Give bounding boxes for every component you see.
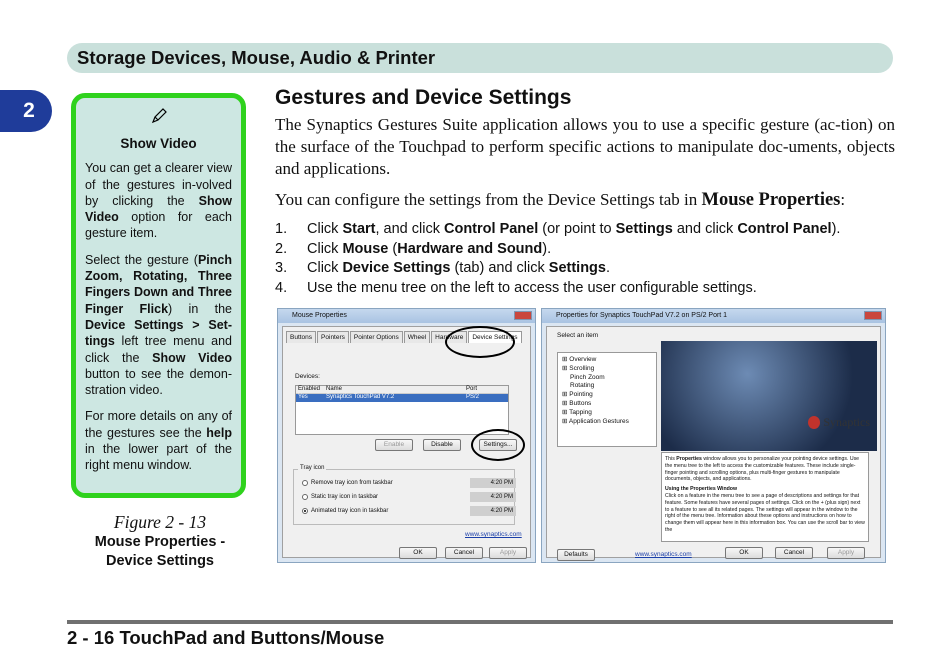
tab-wheel[interactable]: Wheel <box>404 331 430 343</box>
footer-rule <box>67 620 893 624</box>
tab-buttons[interactable]: Buttons <box>286 331 316 343</box>
figure-title-line2: Device Settings <box>106 553 214 569</box>
highlight-circle-settings <box>471 429 525 461</box>
synaptics-logo-icon <box>808 416 820 429</box>
cancel-button[interactable]: Cancel <box>775 547 813 559</box>
figure-number: Figure 2 - 13 <box>113 512 207 532</box>
synaptics-link[interactable]: www.synaptics.com <box>635 551 692 558</box>
enable-button[interactable]: Enable <box>375 439 413 451</box>
note-box <box>71 93 246 498</box>
footer-text: 2 - 16 TouchPad and Buttons/Mouse <box>67 627 385 648</box>
close-icon[interactable] <box>864 311 882 320</box>
tree-item[interactable]: ⊞ Tapping <box>562 408 592 416</box>
step-item: 2. Click Mouse (Hardware and Sound). <box>275 240 552 257</box>
synaptics-logo: Synaptics <box>808 415 870 430</box>
synaptics-link[interactable]: www.synaptics.com <box>465 531 522 538</box>
touchpad-photo <box>661 341 877 451</box>
tray-option-remove[interactable]: Remove tray icon from taskbar <box>302 480 393 486</box>
titlebar <box>278 309 535 323</box>
disable-button[interactable]: Disable <box>423 439 461 451</box>
header-bar <box>67 43 893 73</box>
devices-list[interactable] <box>295 385 509 435</box>
tree-item[interactable]: Pinch Zoom <box>570 373 605 381</box>
tab-hardware[interactable]: Hardware <box>431 331 467 343</box>
tab-device-settings[interactable]: Device Settings <box>468 331 521 343</box>
device-row[interactable]: Yes Synaptics TouchPad V7.2 PS/2 <box>296 394 508 402</box>
steps-list <box>275 220 895 298</box>
configure-paragraph: You can configure the settings from the Device Settings tab in Mouse Properties: <box>275 190 846 210</box>
chapter-tab: 2 <box>0 90 52 132</box>
settings-button[interactable]: Settings... <box>479 439 517 451</box>
section-title: Gestures and Device Settings <box>275 86 572 109</box>
note-paragraph-2: Select the gesture (Pinch Zoom, Rotating, Three Fingers Down and Three Finger Flick) in the Device Settings > Set-tings left tree menu and click the Show Video button to see the demon-stration video. <box>85 252 232 398</box>
window-title: Properties for Synaptics TouchPad V7.2 on PS/2 Port 1 <box>556 312 728 319</box>
intro-paragraph: The Synaptics Gestures Suite application allows you to use a specific gesture (ac-tion) on the surface of the Touchpad to perform specific actions to manipulate doc-uments, objects and applications. <box>275 115 895 178</box>
tray-icon-group: Tray icon Remove tray icon from taskbar Static tray icon in taskbar Animated tray icon in taskbar 4:20 PM 4:20 PM 4:20 PM <box>293 469 515 525</box>
tree-item[interactable]: ⊞ Application Gestures <box>562 417 629 425</box>
tray-option-animated[interactable]: Animated tray icon in taskbar <box>302 508 388 514</box>
tray-option-static[interactable]: Static tray icon in taskbar <box>302 494 378 500</box>
devices-header: Enabled Name Port <box>296 386 508 394</box>
tab-pointers[interactable]: Pointers <box>317 331 349 343</box>
defaults-button[interactable]: Defaults <box>557 549 595 561</box>
apply-button[interactable]: Apply <box>489 547 527 559</box>
highlight-circle-tab <box>445 326 515 358</box>
tree-item[interactable]: ⊞ Buttons <box>562 399 592 407</box>
note-title: Show Video <box>120 136 197 151</box>
ok-button[interactable]: OK <box>725 547 763 559</box>
step-item: 1. Click Start, and click Control Panel (or point to Settings and click Control Panel). <box>275 221 841 237</box>
tray-time: 4:20 PM <box>470 492 516 502</box>
mouse-properties-screenshot <box>277 308 536 563</box>
close-icon[interactable] <box>514 311 532 320</box>
devices-label: Devices: <box>295 373 320 380</box>
tree-item[interactable]: ⊞ Pointing <box>562 391 593 399</box>
figure-title-line1: Mouse Properties - <box>94 534 226 550</box>
step-item: 4. Use the menu tree on the left to access the user configurable settings. <box>275 279 757 296</box>
header-title: Storage Devices, Mouse, Audio & Printer <box>77 47 436 68</box>
menu-tree[interactable] <box>557 352 657 447</box>
apply-button[interactable]: Apply <box>827 547 865 559</box>
note-paragraph-1: You can get a clearer view of the gestures in-volved by clicking the Show Video option for each gesture item. <box>85 161 232 241</box>
tab-pointer-options[interactable]: Pointer Options <box>350 331 403 343</box>
select-label: Select an item <box>557 332 599 339</box>
figure-caption <box>80 512 240 571</box>
cancel-button[interactable]: Cancel <box>445 547 483 559</box>
info-box[interactable]: This Properties window allows you to personalize your pointing device settings. Use the menu tree to the left to access the customizable features. These include single-finger pointing and scrolling options, plus multi-finger gestures to manipulate documents, objects, and applications. Using the Properties Window Click on a feature in the menu tree to see a page of descriptions and settings for that feature. Some features have several pages of settings. Click on the + (plus sign) next to a feature to see all its related pages. The settings will appear in the window to the right of the menu tree. Information about these options and instructions on how to change them will appear here in this information box. You can use the scroll bar to view the <box>661 452 869 542</box>
window-panel <box>282 326 531 558</box>
tree-item[interactable]: ⊞ Overview <box>562 356 597 363</box>
tree-item[interactable]: ⊞ Scrolling <box>562 364 595 372</box>
pencil-icon <box>85 106 232 136</box>
window-title: Mouse Properties <box>292 312 347 319</box>
note-paragraph-3: For more details on any of the gestures see the help in the lower part of the right menu window. <box>85 409 232 473</box>
tray-time: 4:20 PM <box>470 506 516 516</box>
tree-item[interactable]: Rotating <box>570 382 595 390</box>
ok-button[interactable]: OK <box>399 547 437 559</box>
titlebar <box>542 309 885 323</box>
synaptics-properties-screenshot <box>541 308 886 563</box>
tray-time: 4:20 PM <box>470 478 516 488</box>
window-panel <box>546 326 881 558</box>
step-item: 3. Click Device Settings (tab) and click Settings. <box>275 260 611 276</box>
